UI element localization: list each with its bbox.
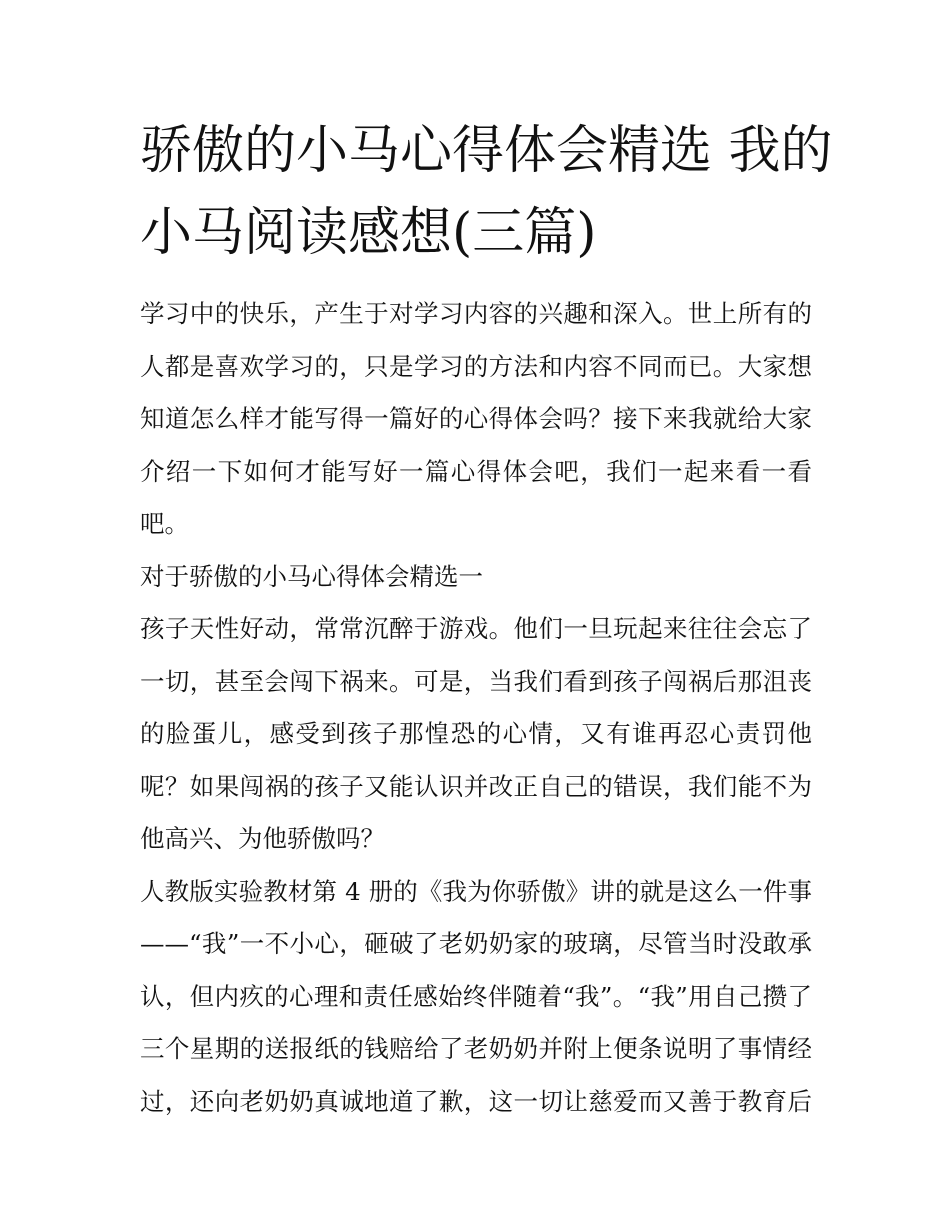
- document-title: [140, 110, 833, 274]
- text-line: 一切，甚至会闯下祸来。可是，当我们看到孩子闯祸后那沮丧: [140, 666, 812, 696]
- body-paragraph: [140, 866, 812, 1129]
- text-line: 三个星期的送报纸的钱赔给了老奶奶并附上便条说明了事情经: [140, 1034, 812, 1063]
- text-line: 人教版实验教材第 4 册的《我为你骄傲》讲的就是这么一件事: [140, 876, 812, 906]
- body-paragraph: [140, 603, 812, 866]
- document-page: [140, 110, 833, 1128]
- section-heading: [140, 551, 812, 604]
- text-line: 的脸蛋儿，感受到孩子那惶恐的心情，又有谁再忍心责罚他: [140, 719, 812, 748]
- text-line: 人都是喜欢学习的，只是学习的方法和内容不同而已。大家想: [140, 351, 812, 381]
- text-line: 学习中的快乐，产生于对学习内容的兴趣和深入。世上所有的: [140, 299, 812, 328]
- text-line: 介绍一下如何才能写好一篇心得体会吧，我们一起来看一看: [140, 456, 812, 486]
- intro-paragraph: [140, 288, 812, 551]
- document-body: [140, 288, 812, 1128]
- text-line: 他高兴、为他骄傲吗？: [140, 824, 385, 853]
- text-line: 吧。: [140, 509, 189, 538]
- text-line: 认，但内疚的心理和责任感始终伴随着“我”。“我”用自己攒了: [140, 981, 812, 1011]
- text-line: 过，还向老奶奶真诚地道了歉，这一切让慈爱而又善于教育后: [140, 1086, 812, 1116]
- text-line: 呢？如果闯祸的孩子又能认识并改正自己的错误，我们能不为: [140, 771, 812, 801]
- text-line: 对于骄傲的小马心得体会精选一: [140, 561, 483, 591]
- text-line: 孩子天性好动，常常沉醉于游戏。他们一旦玩起来往往会忘了: [140, 614, 812, 643]
- text-line: ——“我”一不小心，砸破了老奶奶家的玻璃，尽管当时没敢承: [140, 929, 812, 958]
- text-line: 知道怎么样才能写得一篇好的心得体会吗？接下来我就给大家: [140, 404, 812, 433]
- title-line: 小马阅读感想(三篇): [140, 203, 597, 263]
- title-line: 骄傲的小马心得体会精选 我的: [140, 121, 833, 181]
